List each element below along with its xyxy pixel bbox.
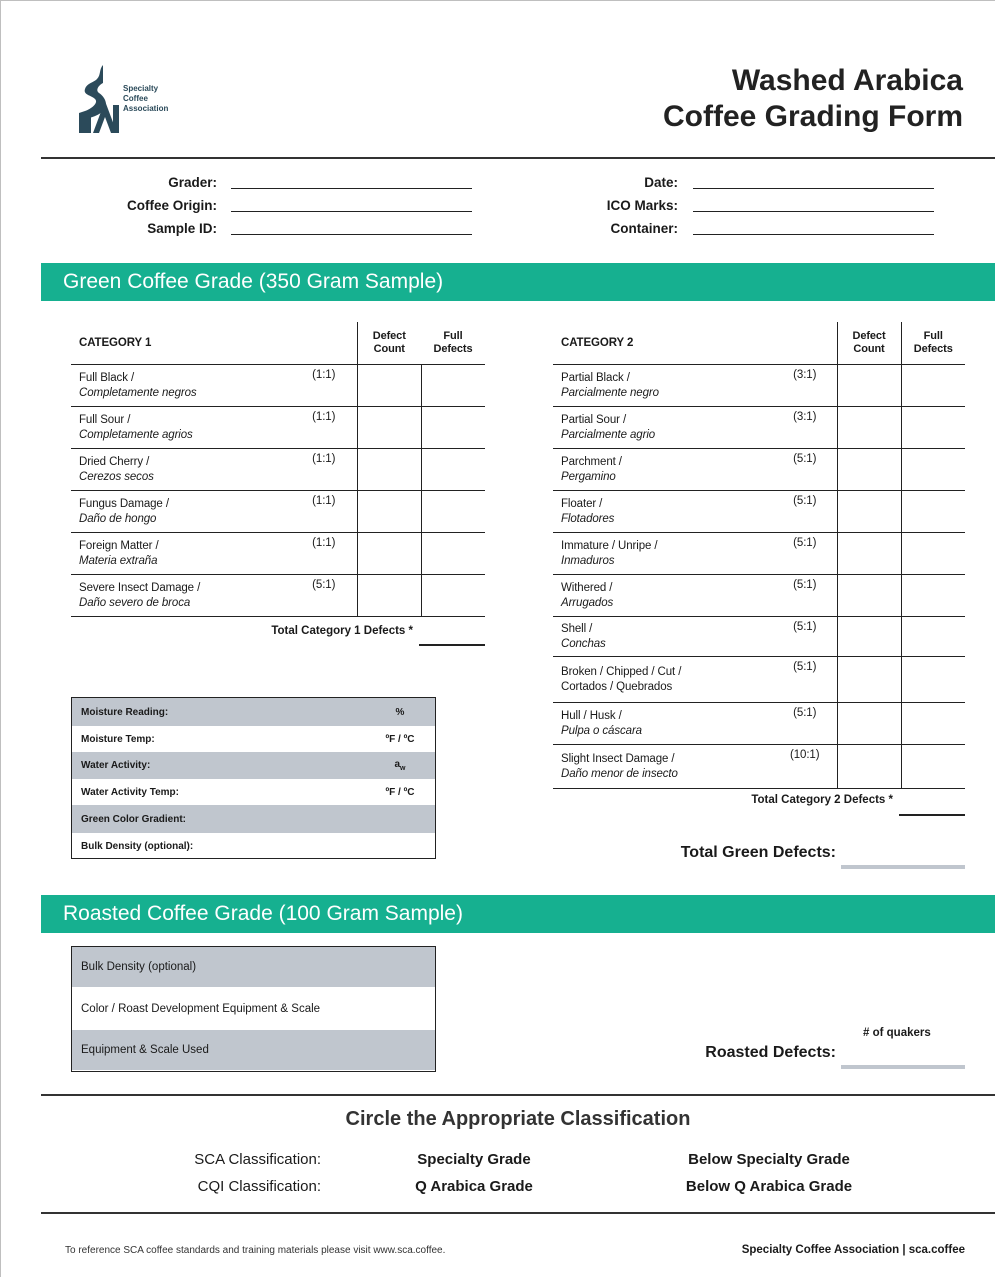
cat1-row — [71, 533, 485, 575]
defect-name-en: Dried Cherry / — [79, 455, 150, 468]
cat1-defect-name — [71, 533, 291, 575]
defect-name-en: Hull / Husk / — [561, 709, 622, 722]
grader-label: Grader: — [168, 175, 217, 190]
measurement-row[interactable] — [72, 726, 435, 752]
below-q-arabica-grade-option[interactable]: Below Q Arabica Grade — [685, 1178, 853, 1195]
roasted-defects-label: Roasted Defects: — [705, 1044, 836, 1061]
defect-name-en: Full Sour / — [79, 413, 131, 426]
defect-name-en: Broken / Chipped / Cut / — [561, 665, 682, 678]
measurement-unit — [365, 759, 435, 772]
cat2-defect-name — [553, 703, 773, 745]
cat2-defect-name — [553, 533, 773, 575]
roasted-coffee-grade-band: Roasted Coffee Grade (100 Gram Sample) — [41, 895, 995, 933]
cat1-defect-count-cell[interactable] — [357, 491, 421, 533]
cat2-full-defects-cell[interactable] — [901, 575, 965, 617]
date-label: Date: — [644, 175, 678, 190]
defect-name-es: Daño severo de broca — [79, 596, 191, 609]
defect-name-es: Conchas — [561, 637, 606, 650]
logo-line-1: Specialty — [123, 84, 159, 93]
cat1-defect-count-cell[interactable] — [357, 533, 421, 575]
defect-name-en: Floater / — [561, 497, 603, 510]
measurement-unit — [365, 734, 435, 745]
defect-name-es: Parcialmente agrio — [561, 428, 656, 441]
header-divider — [41, 157, 995, 159]
cat2-full-defects-cell[interactable] — [901, 617, 965, 657]
cat2-row — [553, 575, 965, 617]
cat2-row — [553, 657, 965, 703]
classification-divider-top — [41, 1094, 995, 1096]
measurement-unit-text: % — [395, 706, 405, 718]
quakers-label: # of quakers — [863, 1027, 931, 1039]
cat2-ratio: (10:1) — [773, 745, 837, 789]
cat2-ratio: (5:1) — [773, 703, 837, 745]
category-2-table — [553, 322, 965, 789]
roasted-row-label: Bulk Density (optional) — [81, 961, 197, 973]
total-green-defects-field[interactable] — [841, 865, 965, 869]
cat2-ratio: (5:1) — [773, 657, 837, 703]
cat2-defect-name — [553, 657, 773, 703]
defect-name-es: Arrugados — [561, 596, 614, 609]
sca-logo — [73, 61, 185, 139]
measurement-label: Moisture Temp: — [81, 733, 155, 745]
cat2-full-defects-cell[interactable] — [901, 657, 965, 703]
measurement-label: Bulk Density (optional): — [81, 841, 194, 852]
measurement-label: Green Color Gradient: — [81, 813, 187, 825]
cat2-defect-name — [553, 575, 773, 617]
roasted-row-label: Color / Roast Development Equipment & Scale — [81, 1002, 321, 1015]
cat1-ratio: (1:1) — [291, 365, 357, 407]
measurement-label: Moisture Reading: — [81, 706, 169, 718]
defect-name-es: Cortados / Quebrados — [561, 680, 673, 693]
footer-association: Specialty Coffee Association | sca.coffee — [741, 1244, 965, 1256]
sample-id-field[interactable] — [231, 234, 472, 235]
roasted-row[interactable] — [72, 1030, 435, 1070]
cat1-ratio: (1:1) — [291, 533, 357, 575]
cat2-defect-count-cell[interactable] — [837, 617, 901, 657]
measurement-unit-text: ºF / ºC — [385, 786, 415, 798]
cat1-full-defects-cell[interactable] — [421, 533, 485, 575]
logo-line-2: Coffee — [123, 94, 148, 103]
footer-reference-text: To reference SCA coffee standards and training materials please visit www.sca.coffee. — [65, 1245, 446, 1256]
cat2-defect-count-cell[interactable] — [837, 533, 901, 575]
measurement-row[interactable] — [72, 805, 435, 833]
defect-name-es: Materia extraña — [79, 554, 158, 567]
defect-name-es: Completamente negros — [79, 386, 197, 399]
measurement-unit — [365, 787, 435, 798]
cat2-ratio: (5:1) — [773, 617, 837, 657]
defect-name-en: Partial Black / — [561, 371, 630, 384]
logo-line-3: Association — [123, 104, 169, 113]
cat1-full-defects-cell[interactable] — [421, 365, 485, 407]
cat2-full-defects-cell[interactable] — [901, 407, 965, 449]
form-title-line-2: Coffee Grading Form — [662, 100, 963, 133]
full-defects-header: Full Defects — [421, 322, 485, 365]
cat1-defect-count-cell[interactable] — [357, 449, 421, 491]
defect-name-en: Withered / — [561, 581, 613, 594]
cat2-full-defects-cell[interactable] — [901, 449, 965, 491]
cat2-row — [553, 365, 965, 407]
cat2-row — [553, 491, 965, 533]
specialty-grade-option[interactable]: Specialty Grade — [417, 1151, 531, 1168]
defect-name-en: Parchment / — [561, 455, 622, 468]
cat2-defect-name — [553, 365, 773, 407]
cqi-classification-label: CQI Classification: — [197, 1178, 321, 1195]
cat1-ratio: (5:1) — [291, 575, 357, 617]
cat2-row — [553, 449, 965, 491]
roasted-table — [71, 946, 436, 1072]
cat1-full-defects-cell[interactable] — [421, 407, 485, 449]
cat2-defect-count-cell[interactable] — [837, 407, 901, 449]
cat1-full-defects-cell[interactable] — [421, 449, 485, 491]
measurements-table — [71, 697, 436, 859]
cat1-ratio: (1:1) — [291, 449, 357, 491]
defect-count-header: Defect Count — [357, 322, 421, 365]
sample-id-label: Sample ID: — [147, 221, 217, 236]
measurement-row[interactable] — [72, 779, 435, 805]
cat1-defect-name — [71, 575, 291, 617]
cat2-ratio: (3:1) — [773, 365, 837, 407]
cat2-ratio: (3:1) — [773, 407, 837, 449]
cat1-defect-count-cell[interactable] — [357, 365, 421, 407]
q-arabica-grade-option[interactable]: Q Arabica Grade — [415, 1178, 533, 1195]
cat2-full-defects-cell[interactable] — [901, 533, 965, 575]
cat2-full-defects-cell[interactable] — [901, 703, 965, 745]
cat1-defect-name — [71, 407, 291, 449]
roasted-defects-field[interactable] — [841, 1065, 965, 1069]
cat1-full-defects-cell[interactable] — [421, 575, 485, 617]
defect-name-es: Completamente agrios — [79, 428, 193, 441]
cat2-row — [553, 703, 965, 745]
cat2-defect-name — [553, 407, 773, 449]
container-field[interactable] — [693, 234, 934, 235]
defect-name-es: Flotadores — [561, 512, 615, 525]
sca-classification-label: SCA Classification: — [194, 1151, 321, 1168]
measurement-label: Water Activity: — [81, 760, 151, 771]
measurement-unit-text: ºF / ºC — [385, 733, 415, 745]
cat2-defect-count-cell[interactable] — [837, 449, 901, 491]
cat1-ratio: (1:1) — [291, 491, 357, 533]
cat2-ratio: (5:1) — [773, 491, 837, 533]
total-category-1-field[interactable] — [419, 644, 485, 646]
below-specialty-grade-option[interactable]: Below Specialty Grade — [688, 1151, 850, 1168]
ico-marks-field[interactable] — [693, 211, 934, 212]
cat2-defect-name — [553, 745, 773, 789]
cat2-defect-count-cell[interactable] — [837, 703, 901, 745]
cat2-row — [553, 407, 965, 449]
cat2-row — [553, 745, 965, 789]
cat1-defect-name — [71, 491, 291, 533]
measurement-unit-sub: w — [400, 765, 406, 772]
category-1-table — [71, 322, 485, 617]
measurement-row[interactable] — [72, 698, 435, 726]
total-green-defects-label: Total Green Defects: — [680, 844, 836, 861]
defect-name-es: Inmaduros — [561, 554, 615, 567]
cat1-ratio: (1:1) — [291, 407, 357, 449]
total-category-2-label: Total Category 2 Defects * — [751, 794, 893, 806]
defect-name-en: Shell / — [561, 622, 593, 635]
defect-name-en: Full Black / — [79, 371, 135, 384]
cat1-row — [71, 491, 485, 533]
measurement-row[interactable] — [72, 833, 435, 860]
ico-marks-label: ICO Marks: — [606, 198, 678, 213]
full-defects-header-2: Full Defects — [901, 322, 965, 365]
measurement-unit-text: a — [394, 759, 401, 770]
cat2-defect-count-cell[interactable] — [837, 365, 901, 407]
container-label: Container: — [610, 221, 678, 236]
cat2-full-defects-cell[interactable] — [901, 365, 965, 407]
total-category-1-label: Total Category 1 Defects * — [271, 625, 413, 637]
roasted-row[interactable] — [72, 947, 435, 987]
defect-name-es: Pulpa o cáscara — [561, 724, 642, 737]
cat2-defect-count-cell[interactable] — [837, 575, 901, 617]
measurement-row[interactable] — [72, 752, 435, 779]
cat2-ratio: (5:1) — [773, 449, 837, 491]
defect-name-en: Slight Insect Damage / — [561, 752, 675, 765]
cat2-ratio: (5:1) — [773, 533, 837, 575]
footer-divider — [41, 1212, 995, 1214]
defect-name-en: Fungus Damage / — [79, 497, 169, 510]
cat2-ratio: (5:1) — [773, 575, 837, 617]
classification-title: Circle the Appropriate Classification — [345, 1108, 691, 1130]
defect-name-es: Daño menor de insecto — [561, 767, 678, 780]
category-1-heading: CATEGORY 1 — [71, 322, 357, 365]
cat2-row — [553, 617, 965, 657]
coffee-origin-field[interactable] — [231, 211, 472, 212]
category-2-heading: CATEGORY 2 — [553, 322, 837, 365]
defect-name-es: Daño de hongo — [79, 512, 157, 525]
cat2-row — [553, 533, 965, 575]
measurement-unit — [365, 707, 435, 718]
green-coffee-grade-band: Green Coffee Grade (350 Gram Sample) — [41, 263, 995, 301]
cat1-defect-count-cell[interactable] — [357, 575, 421, 617]
form-title — [663, 63, 963, 135]
form-title-line-1: Washed Arabica — [731, 64, 963, 97]
cat2-defect-count-cell[interactable] — [837, 491, 901, 533]
cat1-row — [71, 575, 485, 617]
cat1-row — [71, 449, 485, 491]
defect-count-header-2: Defect Count — [837, 322, 901, 365]
cat1-row — [71, 365, 485, 407]
cat2-defect-name — [553, 617, 773, 657]
defect-name-es: Pergamino — [561, 470, 616, 483]
cat2-defect-count-cell[interactable] — [837, 657, 901, 703]
defect-name-en: Partial Sour / — [561, 413, 627, 426]
defect-name-es: Parcialmente negro — [561, 386, 659, 399]
defect-name-en: Severe Insect Damage / — [79, 581, 201, 594]
defect-name-en: Foreign Matter / — [79, 539, 159, 552]
defect-name-es: Cerezos secos — [79, 470, 154, 483]
measurement-label: Water Activity Temp: — [81, 786, 179, 798]
cat2-defect-name — [553, 449, 773, 491]
cat1-row — [71, 407, 485, 449]
cat1-defect-name — [71, 449, 291, 491]
coffee-origin-label: Coffee Origin: — [127, 198, 217, 213]
roasted-row[interactable] — [72, 987, 435, 1030]
grader-field[interactable] — [231, 188, 472, 189]
cat2-defect-name — [553, 491, 773, 533]
roasted-row-label: Equipment & Scale Used — [81, 1044, 209, 1056]
cat2-full-defects-cell[interactable] — [901, 491, 965, 533]
cat2-full-defects-cell[interactable] — [901, 745, 965, 789]
cat1-defect-name — [71, 365, 291, 407]
total-category-2-field[interactable] — [899, 814, 965, 816]
cat2-defect-count-cell[interactable] — [837, 745, 901, 789]
defect-name-en: Immature / Unripe / — [561, 539, 658, 552]
cat1-defect-count-cell[interactable] — [357, 407, 421, 449]
cat1-full-defects-cell[interactable] — [421, 491, 485, 533]
date-field[interactable] — [693, 188, 934, 189]
